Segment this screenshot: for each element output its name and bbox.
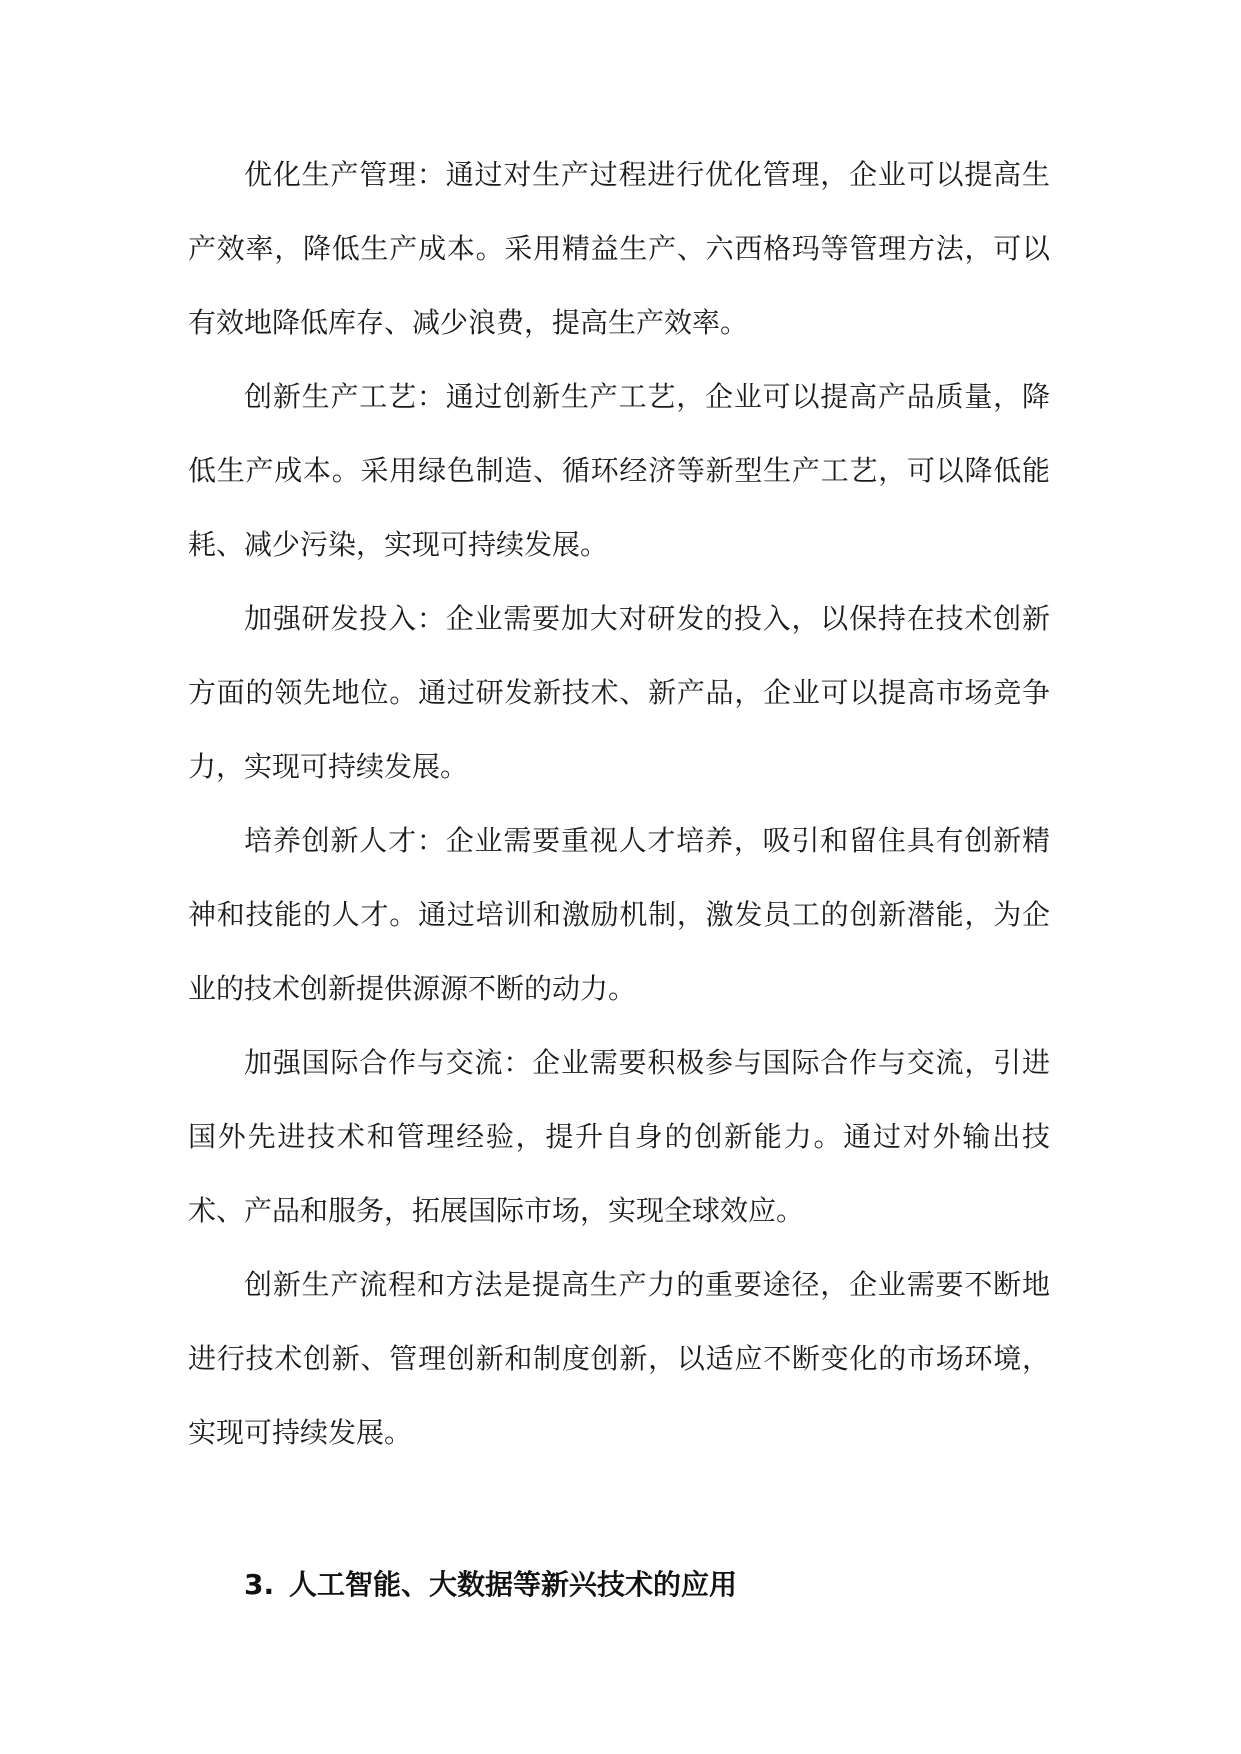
paragraph-talent-cultivation: 培养创新人才：企业需要重视人才培养，吸引和留住具有创新精神和技能的人才。通过培训和激励机制，激发员工的创新潜能，为企业的技术创新提供源源不断的动力。 — [188, 824, 1050, 1005]
document-body — [188, 138, 1050, 1470]
section-title: 人工智能、大数据等新兴技术的应用 — [289, 1568, 738, 1601]
paragraph-international-cooperation: 加强国际合作与交流：企业需要积极参与国际合作与交流，引进国外先进技术和管理经验，提升自身的创新能力。通过对外输出技术、产品和服务，拓展国际市场，实现全球效应。 — [188, 1046, 1050, 1227]
section-heading — [244, 1560, 1050, 1610]
paragraph-optimize-production: 优化生产管理：通过对生产过程进行优化管理，企业可以提高生产效率，降低生产成本。采用精益生产、六西格玛等管理方法，可以有效地降低库存、减少浪费，提高生产效率。 — [188, 158, 1050, 339]
section-number: 3. — [244, 1568, 275, 1601]
paragraph-innovate-process: 创新生产工艺：通过创新生产工艺，企业可以提高产品质量，降低生产成本。采用绿色制造、循环经济等新型生产工艺，可以降低能耗、减少污染，实现可持续发展。 — [188, 380, 1050, 561]
paragraph-summary: 创新生产流程和方法是提高生产力的重要途径，企业需要不断地进行技术创新、管理创新和制度创新，以适应不断变化的市场环境，实现可持续发展。 — [188, 1268, 1050, 1449]
paragraph-rd-investment: 加强研发投入：企业需要加大对研发的投入，以保持在技术创新方面的领先地位。通过研发新技术、新产品，企业可以提高市场竞争力，实现可持续发展。 — [188, 602, 1050, 783]
